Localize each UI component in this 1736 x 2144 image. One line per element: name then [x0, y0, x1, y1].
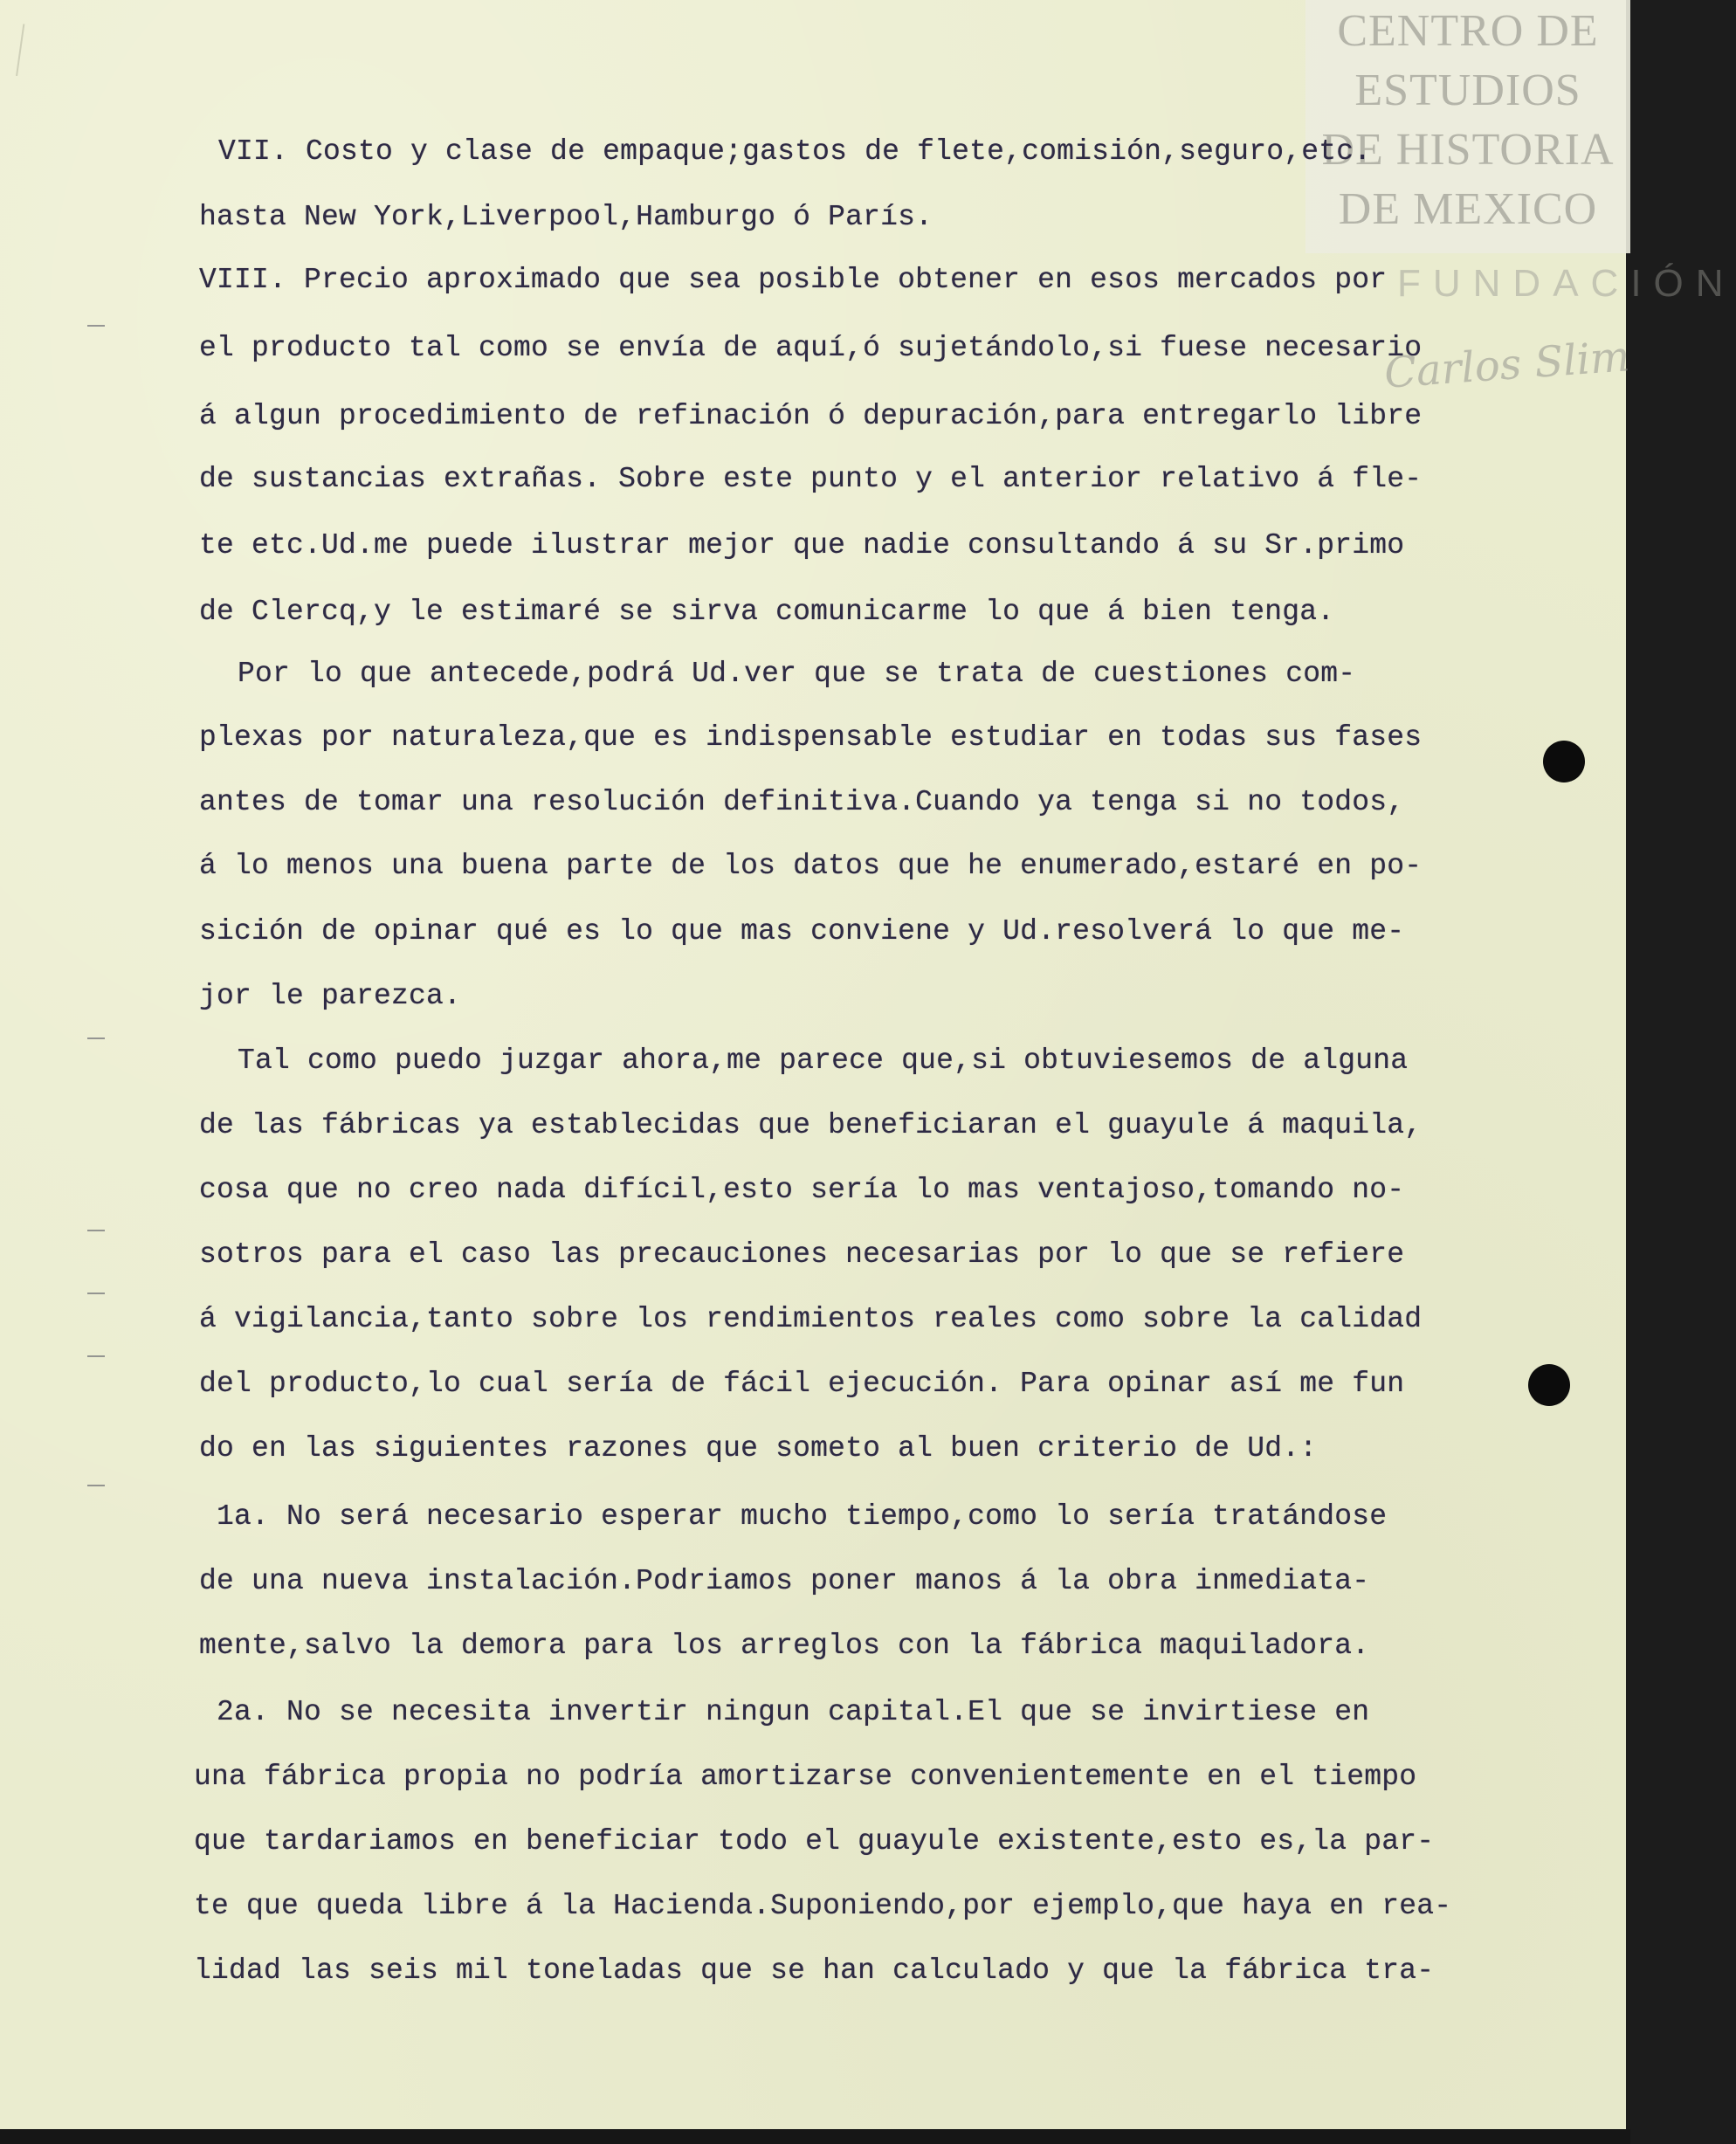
text-line: una fábrica propia no podría amortizarse convenientemente en el tiempo [194, 1761, 1417, 1793]
text-line: cosa que no creo nada difícil,esto sería lo mas ventajoso,tomando no- [199, 1174, 1405, 1206]
text-line: del producto,lo cual sería de fácil ejecución. Para opinar así me fun [199, 1368, 1405, 1400]
punch-hole [1543, 741, 1585, 782]
text-line: hasta New York,Liverpool,Hamburgo ó París. [199, 201, 933, 233]
text-line: que tardariamos en beneficiar todo el guayule existente,esto es,la par- [194, 1825, 1435, 1858]
margin-mark [87, 1355, 105, 1357]
text-line: de una nueva instalación.Podriamos poner manos á la obra inmediata- [199, 1565, 1370, 1597]
text-line: te que queda libre á la Hacienda.Suponiendo,por ejemplo,que haya en rea- [194, 1890, 1452, 1922]
margin-mark [87, 1485, 105, 1486]
stamp-line-4: DE MEXICO [1338, 184, 1598, 234]
text-line: 2a. No se necesita invertir ningun capital.El que se invirtiese en [217, 1696, 1370, 1728]
text-line: te etc.Ud.me puede ilustrar mejor que nadie consultando á su Sr.primo [199, 529, 1405, 562]
margin-mark [87, 325, 105, 327]
archive-watermark-stamp [1305, 0, 1630, 253]
text-line: de sustancias extrañas. Sobre este punto y el anterior relativo á fle- [199, 463, 1423, 495]
text-line: lidad las seis mil toneladas que se han calculado y que la fábrica tra- [194, 1954, 1435, 1987]
text-line: á vigilancia,tanto sobre los rendimientos reales como sobre la calidad [199, 1303, 1423, 1335]
text-line: á algun procedimiento de refinación ó depuración,para entregarlo libre [199, 400, 1423, 432]
text-line: 1a. No será necesario esperar mucho tiempo,como lo sería tratándose [217, 1500, 1388, 1533]
text-line: á lo menos una buena parte de los datos que he enumerado,estaré en po- [199, 850, 1423, 882]
text-line: antes de tomar una resolución definitiva.Cuando ya tenga si no todos, [199, 786, 1405, 818]
stamp-signature: Carlos Slim [1382, 332, 1632, 398]
stamp-line-1: CENTRO DE [1337, 6, 1599, 56]
text-line: VIII. Precio aproximado que sea posible obtener en esos mercados por [199, 264, 1388, 296]
stamp-line-3: DE HISTORIA [1321, 125, 1615, 175]
text-line: jor le parezca. [199, 980, 462, 1012]
text-line: Por lo que antecede,podrá Ud.ver que se trata de cuestiones com- [238, 658, 1356, 690]
text-line: VII. Costo y clase de empaque;gastos de flete,comisión,seguro,etc. [218, 135, 1372, 168]
text-line: el producto tal como se envía de aquí,ó sujetándolo,si fuese necesario [199, 332, 1423, 364]
margin-mark [87, 1293, 105, 1294]
text-line: Tal como puedo juzgar ahora,me parece que,si obtuviesemos de alguna [238, 1044, 1409, 1077]
margin-mark [87, 1038, 105, 1039]
scan-border [0, 2129, 1630, 2144]
margin-mark [87, 1230, 105, 1231]
punch-hole [1528, 1364, 1570, 1406]
text-line: plexas por naturaleza,que es indispensable estudiar en todas sus fases [199, 721, 1423, 754]
text-line: mente,salvo la demora para los arreglos con la fábrica maquiladora. [199, 1630, 1370, 1662]
text-line: sición de opinar qué es lo que mas conviene y Ud.resolverá lo que me- [199, 915, 1405, 948]
stamp-line-2: ESTUDIOS [1354, 65, 1581, 115]
text-line: de Clercq,y le estimaré se sirva comunicarme lo que á bien tenga. [199, 596, 1335, 628]
text-line: de las fábricas ya establecidas que beneficiaran el guayule á maquila, [199, 1109, 1423, 1141]
pencil-mark [16, 24, 59, 80]
text-line: sotros para el caso las precauciones necesarias por lo que se refiere [199, 1238, 1405, 1271]
stamp-fundacion: FUNDACIÓN [1397, 262, 1736, 305]
text-line: do en las siguientes razones que someto al buen criterio de Ud.: [199, 1432, 1318, 1465]
